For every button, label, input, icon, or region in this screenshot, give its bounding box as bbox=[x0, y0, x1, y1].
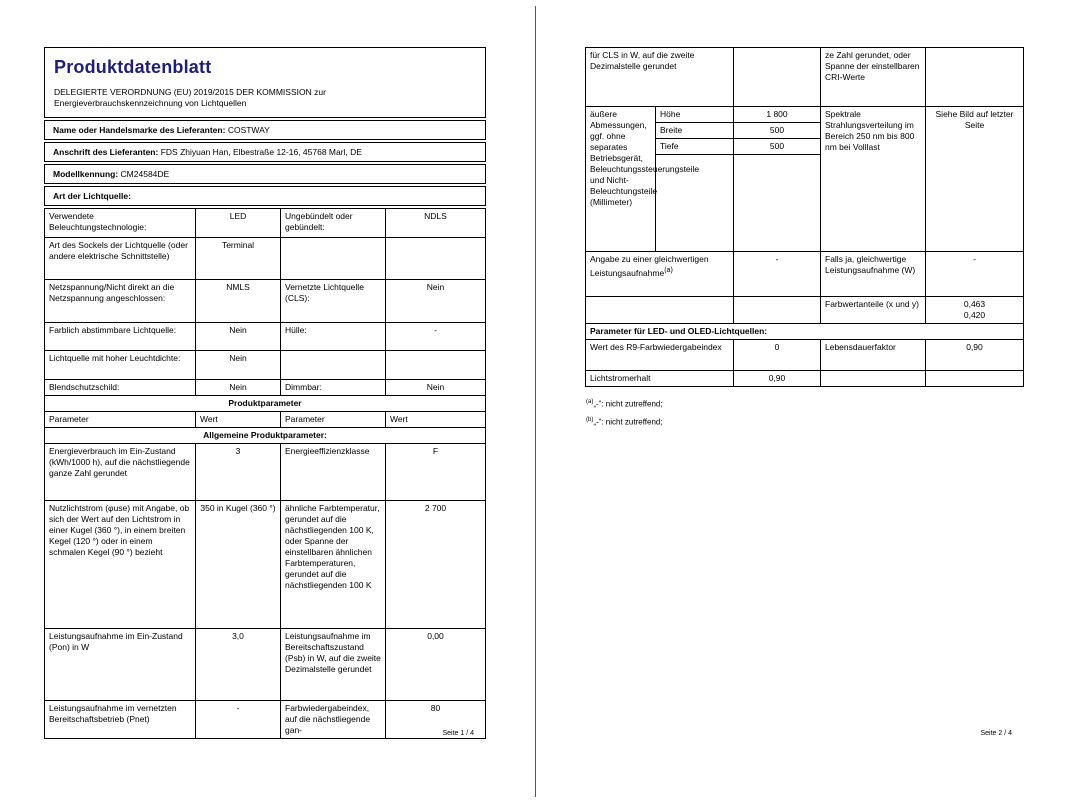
doc-subtitle-line1: DELEGIERTE VERORDNUNG (EU) 2019/2015 DER KOMMISSION zur bbox=[54, 87, 326, 97]
product-parameters-table bbox=[44, 208, 486, 739]
page-number: Seite 1 / 4 bbox=[442, 730, 474, 737]
value-cell: LED bbox=[196, 209, 281, 237]
param-cell: Netzspannung/Nicht direkt an die Netzspannung angeschlossen: bbox=[45, 280, 196, 322]
table-row bbox=[586, 297, 1023, 324]
footnote-a bbox=[586, 397, 1024, 410]
chroma-y-value: 0,420 bbox=[963, 310, 986, 320]
param-cell: Falls ja, gleichwertige Leistungsaufnahme (W) bbox=[821, 252, 926, 296]
empty-cell bbox=[586, 297, 734, 323]
dimension-value: 500 bbox=[769, 125, 785, 135]
value-cell: Nein bbox=[196, 351, 281, 379]
value-cell: - bbox=[973, 254, 976, 264]
column-header-row bbox=[45, 412, 485, 428]
param-cell: ze Zahl gerundet, oder Spanne der einstellbaren CRI-Werte bbox=[821, 48, 926, 106]
section-header-row bbox=[45, 428, 485, 444]
param-cell: Farbwiedergabeindex, auf die nächstliegende gan- bbox=[281, 701, 386, 738]
param-cell: Energieeffizienzklasse bbox=[281, 444, 386, 500]
param-cell: Vernetzte Lichtquelle (CLS): bbox=[281, 280, 386, 322]
light-source-type-label: Art der Lichtquelle: bbox=[53, 191, 131, 201]
param-cell: Farbwertanteile (x und y) bbox=[821, 297, 926, 323]
param-cell: Hülle: bbox=[281, 323, 386, 350]
page-2 bbox=[585, 47, 1024, 747]
value-cell: 80 bbox=[430, 703, 441, 713]
param-cell: Leistungsaufnahme im Bereitschaftszustand (Psb) in W, auf die zweite Dezimalstelle gerundet bbox=[281, 629, 386, 700]
param-cell bbox=[281, 351, 386, 379]
footnote-marker: (a) bbox=[664, 266, 673, 274]
param-cell bbox=[821, 371, 926, 386]
value-cell: 0 bbox=[734, 340, 821, 370]
table-row bbox=[45, 209, 485, 238]
supplier-name-label: Name oder Handelsmarke des Lieferanten: bbox=[53, 125, 226, 135]
table-row bbox=[45, 238, 485, 280]
column-header: Wert bbox=[196, 412, 281, 427]
value-cell: Nein bbox=[196, 323, 281, 350]
value-cell: Nein bbox=[196, 380, 281, 395]
page-number: Seite 2 / 4 bbox=[980, 730, 1012, 737]
param-cell: Wert des R9-Farbwiedergabeindex bbox=[586, 340, 734, 370]
param-cell: Energieverbrauch im Ein-Zustand (kWh/1000 h), auf die nächstliegende ganze Zahl gerundet bbox=[45, 444, 196, 500]
section-header-led-parameters: Parameter für LED- und OLED-Lichtquellen: bbox=[590, 326, 768, 336]
value-cell: 0,00 bbox=[427, 631, 444, 641]
dimension-value: 500 bbox=[769, 141, 785, 151]
supplier-address-value: FDS Zhiyuan Han, Elbestraße 12-16, 45768 Marl, DE bbox=[160, 147, 362, 157]
dimension-width-row bbox=[656, 123, 820, 139]
param-cell bbox=[281, 238, 386, 279]
model-id-label: Modellkennung: bbox=[53, 169, 119, 179]
value-cell: NDLS bbox=[424, 211, 447, 221]
section-header-product-parameters: Produktparameter bbox=[228, 398, 302, 408]
table-row bbox=[45, 323, 485, 351]
supplier-address-label: Anschrift des Lieferanten: bbox=[53, 147, 159, 157]
column-header: Parameter bbox=[281, 412, 386, 427]
empty-cell bbox=[656, 155, 734, 251]
dimensions-subtable bbox=[656, 107, 821, 251]
table-row bbox=[45, 351, 485, 380]
value-cell bbox=[926, 48, 1023, 106]
value-cell bbox=[386, 351, 485, 379]
param-cell: für CLS in W, auf die zweite Dezimalstelle gerundet bbox=[586, 48, 734, 106]
table-row bbox=[45, 280, 485, 323]
param-cell: Blendschutzschild: bbox=[45, 380, 196, 395]
value-cell: 350 in Kugel (360 °) bbox=[196, 501, 281, 628]
footnotes bbox=[585, 397, 1024, 427]
dimension-label: Tiefe bbox=[656, 139, 734, 154]
param-cell: Lichtstromerhalt bbox=[586, 371, 734, 386]
column-header: Parameter bbox=[45, 412, 196, 427]
page-title: Produktdatenblatt bbox=[54, 57, 212, 77]
table-row bbox=[586, 371, 1023, 386]
param-cell: Lebensdauerfaktor bbox=[821, 340, 926, 370]
value-cell: Nein bbox=[426, 282, 445, 292]
param-cell: Lichtquelle mit hoher Leuchtdichte: bbox=[45, 351, 196, 379]
model-id-row bbox=[44, 164, 486, 184]
value-cell: 0,90 bbox=[734, 371, 821, 386]
param-cell: Ungebündelt oder gebündelt: bbox=[281, 209, 386, 237]
chroma-x-value: 0,463 bbox=[963, 299, 986, 309]
param-cell: äußere Abmessungen, ggf. ohne separates Betriebsgerät, Beleuchtungssteuerungsteile und Nicht-Beleuchtungsteile (Millimeter) bbox=[586, 107, 656, 251]
param-cell: ähnliche Farbtemperatur, gerundet auf die nächstliegenden 100 K, oder Spanne der einstellbaren ähnlichen Farbtemperaturen, gerundet auf die nächstliegenden 100 K bbox=[281, 501, 386, 628]
value-cell: Nein bbox=[426, 382, 445, 392]
column-header: Wert bbox=[390, 414, 408, 424]
value-cell: Terminal bbox=[196, 238, 281, 279]
dimension-label: Höhe bbox=[656, 107, 734, 122]
value-cell: - bbox=[196, 701, 281, 738]
product-parameters-table-continued bbox=[585, 47, 1024, 387]
value-cell: 3,0 bbox=[196, 629, 281, 700]
page-divider bbox=[535, 6, 536, 797]
footnote-b bbox=[586, 415, 1024, 428]
value-cell: - bbox=[734, 252, 821, 296]
table-row bbox=[586, 252, 1023, 297]
model-id-value: CM24584DE bbox=[120, 169, 170, 179]
empty-cell bbox=[734, 297, 821, 323]
param-cell: Farblich abstimmbare Lichtquelle: bbox=[45, 323, 196, 350]
doc-subtitle-line2: Energieverbrauchskennzeichnung von Lichtquellen bbox=[54, 98, 247, 108]
dimension-value: 1 800 bbox=[766, 109, 788, 119]
value-cell bbox=[926, 297, 1023, 323]
section-header-row bbox=[586, 324, 1023, 340]
table-row bbox=[45, 629, 485, 701]
footnote-a-text: „-“: nicht zutreffend; bbox=[593, 399, 663, 409]
section-header-general-parameters: Allgemeine Produktparameter: bbox=[203, 430, 327, 440]
supplier-name-value: COSTWAY bbox=[227, 125, 270, 135]
dimensions-filler bbox=[656, 155, 820, 251]
value-cell: 0,90 bbox=[966, 342, 983, 352]
value-cell: Siehe Bild auf letzter Seite bbox=[935, 109, 1014, 130]
section-header-row bbox=[45, 396, 485, 412]
footnote-a-marker: (a) bbox=[586, 399, 594, 405]
param-cell: Spektrale Strahlungsverteilung im Bereich 250 nm bis 800 nm bei Volllast bbox=[821, 107, 926, 251]
table-row bbox=[586, 48, 1023, 107]
param-cell: Leistungsaufnahme im vernetzten Bereitschaftsbetrieb (Pnet) bbox=[45, 701, 196, 738]
table-row bbox=[45, 444, 485, 501]
param-cell: Dimmbar: bbox=[281, 380, 386, 395]
empty-cell bbox=[734, 155, 820, 251]
value-cell: - bbox=[434, 325, 437, 335]
param-cell: Art des Sockels der Lichtquelle (oder andere elektrische Schnittstelle) bbox=[45, 238, 196, 279]
dimension-depth-row bbox=[656, 139, 820, 155]
dimension-label: Breite bbox=[656, 123, 734, 138]
page-1 bbox=[44, 47, 486, 747]
dimensions-row bbox=[586, 107, 1023, 252]
value-cell bbox=[926, 371, 1023, 386]
supplier-address-row bbox=[44, 142, 486, 162]
document-header bbox=[44, 47, 486, 118]
footnote-b-marker: (b) bbox=[586, 416, 594, 423]
param-text: Angabe zu einer gleichwertigen Leistungsaufnahme bbox=[590, 254, 709, 278]
supplier-name-row bbox=[44, 120, 486, 140]
param-cell bbox=[586, 252, 734, 296]
table-row bbox=[45, 701, 485, 738]
param-cell: Verwendete Beleuchtungstechnologie: bbox=[45, 209, 196, 237]
value-cell: 3 bbox=[196, 444, 281, 500]
light-source-type-row bbox=[44, 186, 486, 206]
value-cell: 2 700 bbox=[424, 503, 447, 513]
value-cell bbox=[386, 238, 485, 279]
param-cell: Nutzlichtstrom (φuse) mit Angabe, ob sich der Wert auf den Lichtstrom in einer Kugel (360 °), in einem breiten Kegel (120 °) oder in einem schmalen Kegel (90 °) bezieht bbox=[45, 501, 196, 628]
param-cell: Leistungsaufnahme im Ein-Zustand (Pon) in W bbox=[45, 629, 196, 700]
dimension-height-row bbox=[656, 107, 820, 123]
value-cell bbox=[734, 48, 821, 106]
value-cell: NMLS bbox=[196, 280, 281, 322]
table-row bbox=[586, 340, 1023, 371]
footnote-b-text: „-“: nicht zutreffend; bbox=[593, 417, 663, 427]
table-row bbox=[45, 501, 485, 629]
value-cell: F bbox=[432, 446, 439, 456]
table-row bbox=[45, 380, 485, 396]
